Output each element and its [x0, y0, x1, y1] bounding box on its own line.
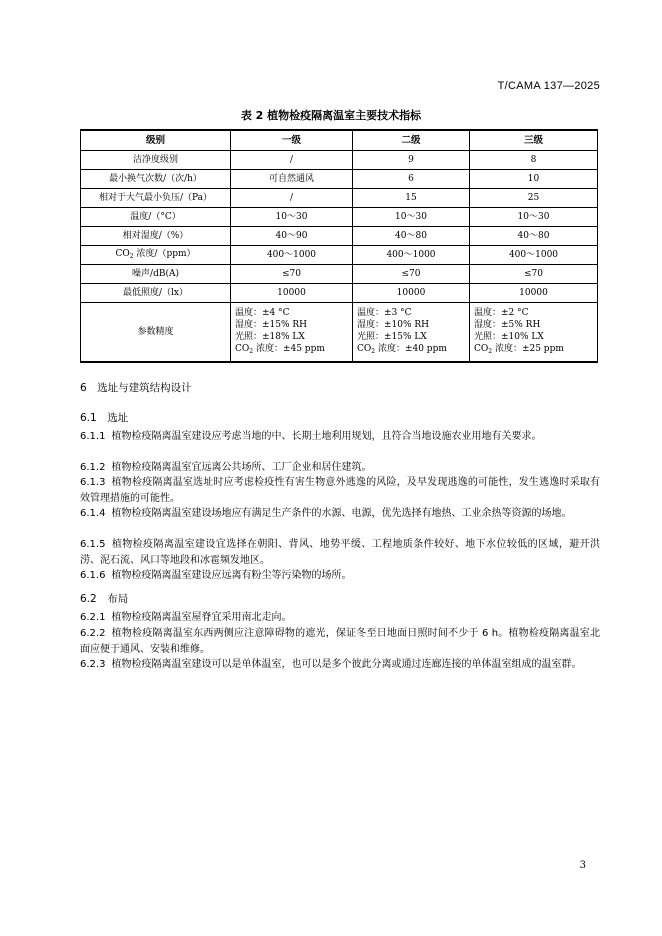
table-cell: / [231, 151, 353, 170]
section-heading-6-1: 6.1 选址 [80, 412, 129, 424]
precision-cell: 温度：±3 °C 湿度：±10% RH 光照：±15% LX $CO_2$ 浓度：±40 ppm [353, 303, 470, 363]
clause-6-1-3: 6.1.3 植物检疫隔离温室选址时应考虑检疫性有害生物意外逃逸的风险，及早发现逃逸的可能性，发生逃逸时采取有效管理措施的可能性。 [80, 477, 600, 504]
clause-6-2-1: 6.2.1 植物检疫隔离温室屋脊宜采用南北走向。 [80, 612, 292, 623]
table-cell: 15 [353, 189, 470, 208]
table-cell: 10 [470, 170, 598, 189]
table-cell: 400～1000 [470, 246, 598, 265]
section-heading-6: 6 选址与建筑结构设计 [80, 382, 192, 394]
table-row [81, 284, 598, 303]
table-cell: 10000 [231, 284, 353, 303]
table-cell: 25 [470, 189, 598, 208]
clause-6-1-1: 6.1.1 植物检疫隔离温室建设应考虑当地的中、长期土地利用规划，且符合当地设施农业用地有关要求。 [80, 431, 542, 442]
row-label: 噪声/dB(A) [81, 265, 231, 284]
table-cell: / [231, 189, 353, 208]
table-title: 表 2 植物检疫隔离温室主要技术指标 [240, 109, 422, 122]
table-cell: 400～1000 [231, 246, 353, 265]
row-label: 温度/（°C） [81, 208, 231, 227]
table-cell: 10000 [470, 284, 598, 303]
table-cell: ≤70 [353, 265, 470, 284]
row-label: 参数精度 [81, 303, 231, 363]
section-heading-6-2: 6.2 布局 [80, 593, 129, 605]
column-header: 二级 [353, 130, 470, 151]
table-row [81, 189, 598, 208]
clause-6-1-4: 6.1.4 植物检疫隔离温室建设场地应有满足生产条件的水源、电源，优先选择有地热、工业余热等资源的场地。 [80, 508, 572, 519]
table-cell: 6 [353, 170, 470, 189]
clause-6-1-5: 6.1.5 植物检疫隔离温室建设宜选择在朝阳、背风、地势平缓、工程地质条件较好、地下水位较低的区域，避开洪涝、泥石流、风口等地段和冰雹频发地区。 [80, 539, 600, 566]
column-header: 三级 [470, 130, 598, 151]
row-label: 最低照度/（lx） [81, 284, 231, 303]
row-label: 洁净度级别 [81, 151, 231, 170]
row-label: $CO_2$ 浓度/（ppm） [81, 246, 231, 265]
table-row [81, 265, 598, 284]
table-row [81, 246, 598, 265]
table-cell: 40～90 [231, 227, 353, 246]
clause-6-1-2: 6.1.2 植物检疫隔离温室宜远离公共场所、工厂企业和居住建筑。 [80, 462, 372, 473]
table-cell: 10000 [353, 284, 470, 303]
table-cell: 10～30 [353, 208, 470, 227]
document-code: T/CAMA 137—2025 [497, 80, 600, 92]
table-cell: 可自然通风 [231, 170, 353, 189]
table-cell: ≤70 [470, 265, 598, 284]
row-label: 相对于大气最小负压/（Pa） [81, 189, 231, 208]
table-cell: 10～30 [231, 208, 353, 227]
table-cell: ≤70 [231, 265, 353, 284]
clause-6-1-6: 6.1.6 植物检疫隔离温室建设应远离有粉尘等污染物的场所。 [80, 570, 352, 581]
row-label: 最小换气次数/（次/h） [81, 170, 231, 189]
clause-6-2-3: 6.2.3 植物检疫隔离温室建设可以是单体温室，也可以是多个彼此分离或通过连廊连接的单体温室组成的温室群。 [80, 659, 582, 670]
table-row-precision [81, 303, 598, 363]
table-row [81, 208, 598, 227]
column-header: 级别 [81, 130, 231, 151]
spec-table [80, 129, 598, 363]
table-cell: 9 [353, 151, 470, 170]
table-cell: 40～80 [353, 227, 470, 246]
table-header-row [81, 130, 598, 151]
table-cell: 10～30 [470, 208, 598, 227]
row-label: 相对湿度/（%） [81, 227, 231, 246]
table-row [81, 170, 598, 189]
column-header: 一级 [231, 130, 353, 151]
precision-cell: 温度：±4 °C 湿度：±15% RH 光照：±18% LX $CO_2$ 浓度：±45 ppm [231, 303, 353, 363]
table-cell: 400～1000 [353, 246, 470, 265]
table-cell: 40～80 [470, 227, 598, 246]
clause-6-2-2: 6.2.2 植物检疫隔离温室东西两侧应注意障碍物的遮光，保证冬至日地面日照时间不少于 6 h。植物检疫隔离温室北面应便于通风、安装和维修。 [80, 628, 600, 655]
table-row [81, 151, 598, 170]
table-row [81, 227, 598, 246]
table-cell: 8 [470, 151, 598, 170]
precision-cell: 温度：±2 °C 湿度：±5% RH 光照：±10% LX $CO_2$ 浓度：±25 ppm [470, 303, 598, 363]
page-number: 3 [579, 860, 586, 871]
